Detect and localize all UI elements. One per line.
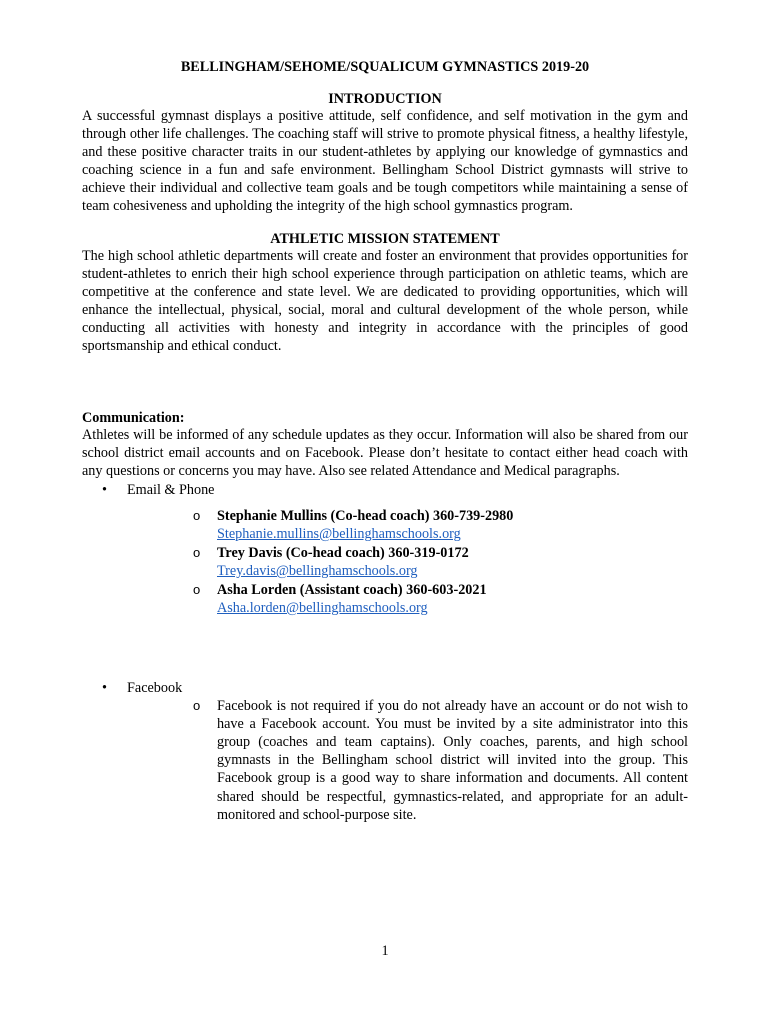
- page-number: 1: [381, 943, 389, 959]
- coach-email-link[interactable]: Stephanie.mullins@bellinghamschools.org: [217, 526, 461, 543]
- email-phone-label: Email & Phone: [127, 481, 215, 498]
- communication-list: [82, 481, 688, 824]
- document-page: [82, 56, 688, 824]
- circle-bullet-icon: o: [193, 544, 201, 560]
- communication-paragraph: Athletes will be informed of any schedule updates as they occur. Information will also be shared from our school district email accounts and on Facebook. Please don’t hesitate to contact either head coach with any questions or concerns you may have. Also see related Attendance and Medical paragraphs.: [82, 426, 688, 479]
- list-item-email-phone: [82, 481, 688, 618]
- circle-bullet-icon: o: [193, 581, 201, 597]
- facebook-description: Facebook is not required if you do not already have an account or do not wish to have a Facebook account. You must be invited by a site administrator into this group (coaches and team captains). Only coaches, parents, and high school gymnasts in the Bellingham school district will invited into the group. This Facebook group is a good way to share information and documents. All content shared should be respectful, gymnastics-related, and appropriate for an adult-monitored and school-purpose site.: [217, 697, 688, 823]
- list-item-facebook: [82, 679, 688, 824]
- facebook-sub-list: [127, 697, 688, 824]
- facebook-label: Facebook: [127, 679, 183, 696]
- bullet-icon: •: [102, 481, 107, 498]
- introduction-heading: INTRODUCTION: [328, 91, 442, 107]
- bullet-icon: •: [102, 679, 107, 696]
- mission-statement-paragraph: The high school athletic departments will create and foster an environment that provides opportunities for student-athletes to enrich their high school experience through participation on athletic teams, which are competitive at the conference and state level. We are dedicated to providing opportunities, which will enhance the intellectual, physical, social, moral and cultural development of the whole person, while conducting all activities with honesty and integrity in accordance with the principles of good sportsmanship and ethical conduct.: [82, 248, 688, 354]
- coach-contact-list: [127, 507, 688, 618]
- mission-statement-heading: ATHLETIC MISSION STATEMENT: [270, 231, 500, 248]
- coach-contact-item: [127, 544, 688, 581]
- coach-contact-item: [127, 507, 688, 544]
- coach-name: Trey Davis (Co-head coach) 360-319-0172: [217, 544, 469, 561]
- communication-heading: Communication:: [82, 409, 185, 426]
- coach-name: Stephanie Mullins (Co-head coach) 360-739-2980: [217, 507, 514, 524]
- coach-name: Asha Lorden (Assistant coach) 360-603-2021: [217, 581, 487, 598]
- facebook-sub-item: [127, 697, 688, 824]
- coach-email-link[interactable]: Trey.davis@bellinghamschools.org: [217, 563, 418, 580]
- document-title: BELLINGHAM/SEHOME/SQUALICUM GYMNASTICS 2019-20: [180, 59, 590, 75]
- introduction-paragraph: A successful gymnast displays a positive attitude, self confidence, and self motivation in the gym and through other life challenges. The coaching staff will strive to promote physical fitness, a healthy lifestyle, and these positive character traits in our student-athletes by applying our knowledge of gymnastics and coaching science in a fun and safe environment. Bellingham School District gymnasts will strive to achieve their individual and collective team goals and be tough competitors while maintaining a sense of team cohesiveness and upholding the integrity of the high school gymnastics program.: [82, 108, 688, 214]
- coach-contact-item: [127, 581, 688, 618]
- circle-bullet-icon: o: [193, 507, 201, 523]
- circle-bullet-icon: o: [193, 697, 201, 713]
- coach-email-link[interactable]: Asha.lorden@bellinghamschools.org: [217, 600, 428, 617]
